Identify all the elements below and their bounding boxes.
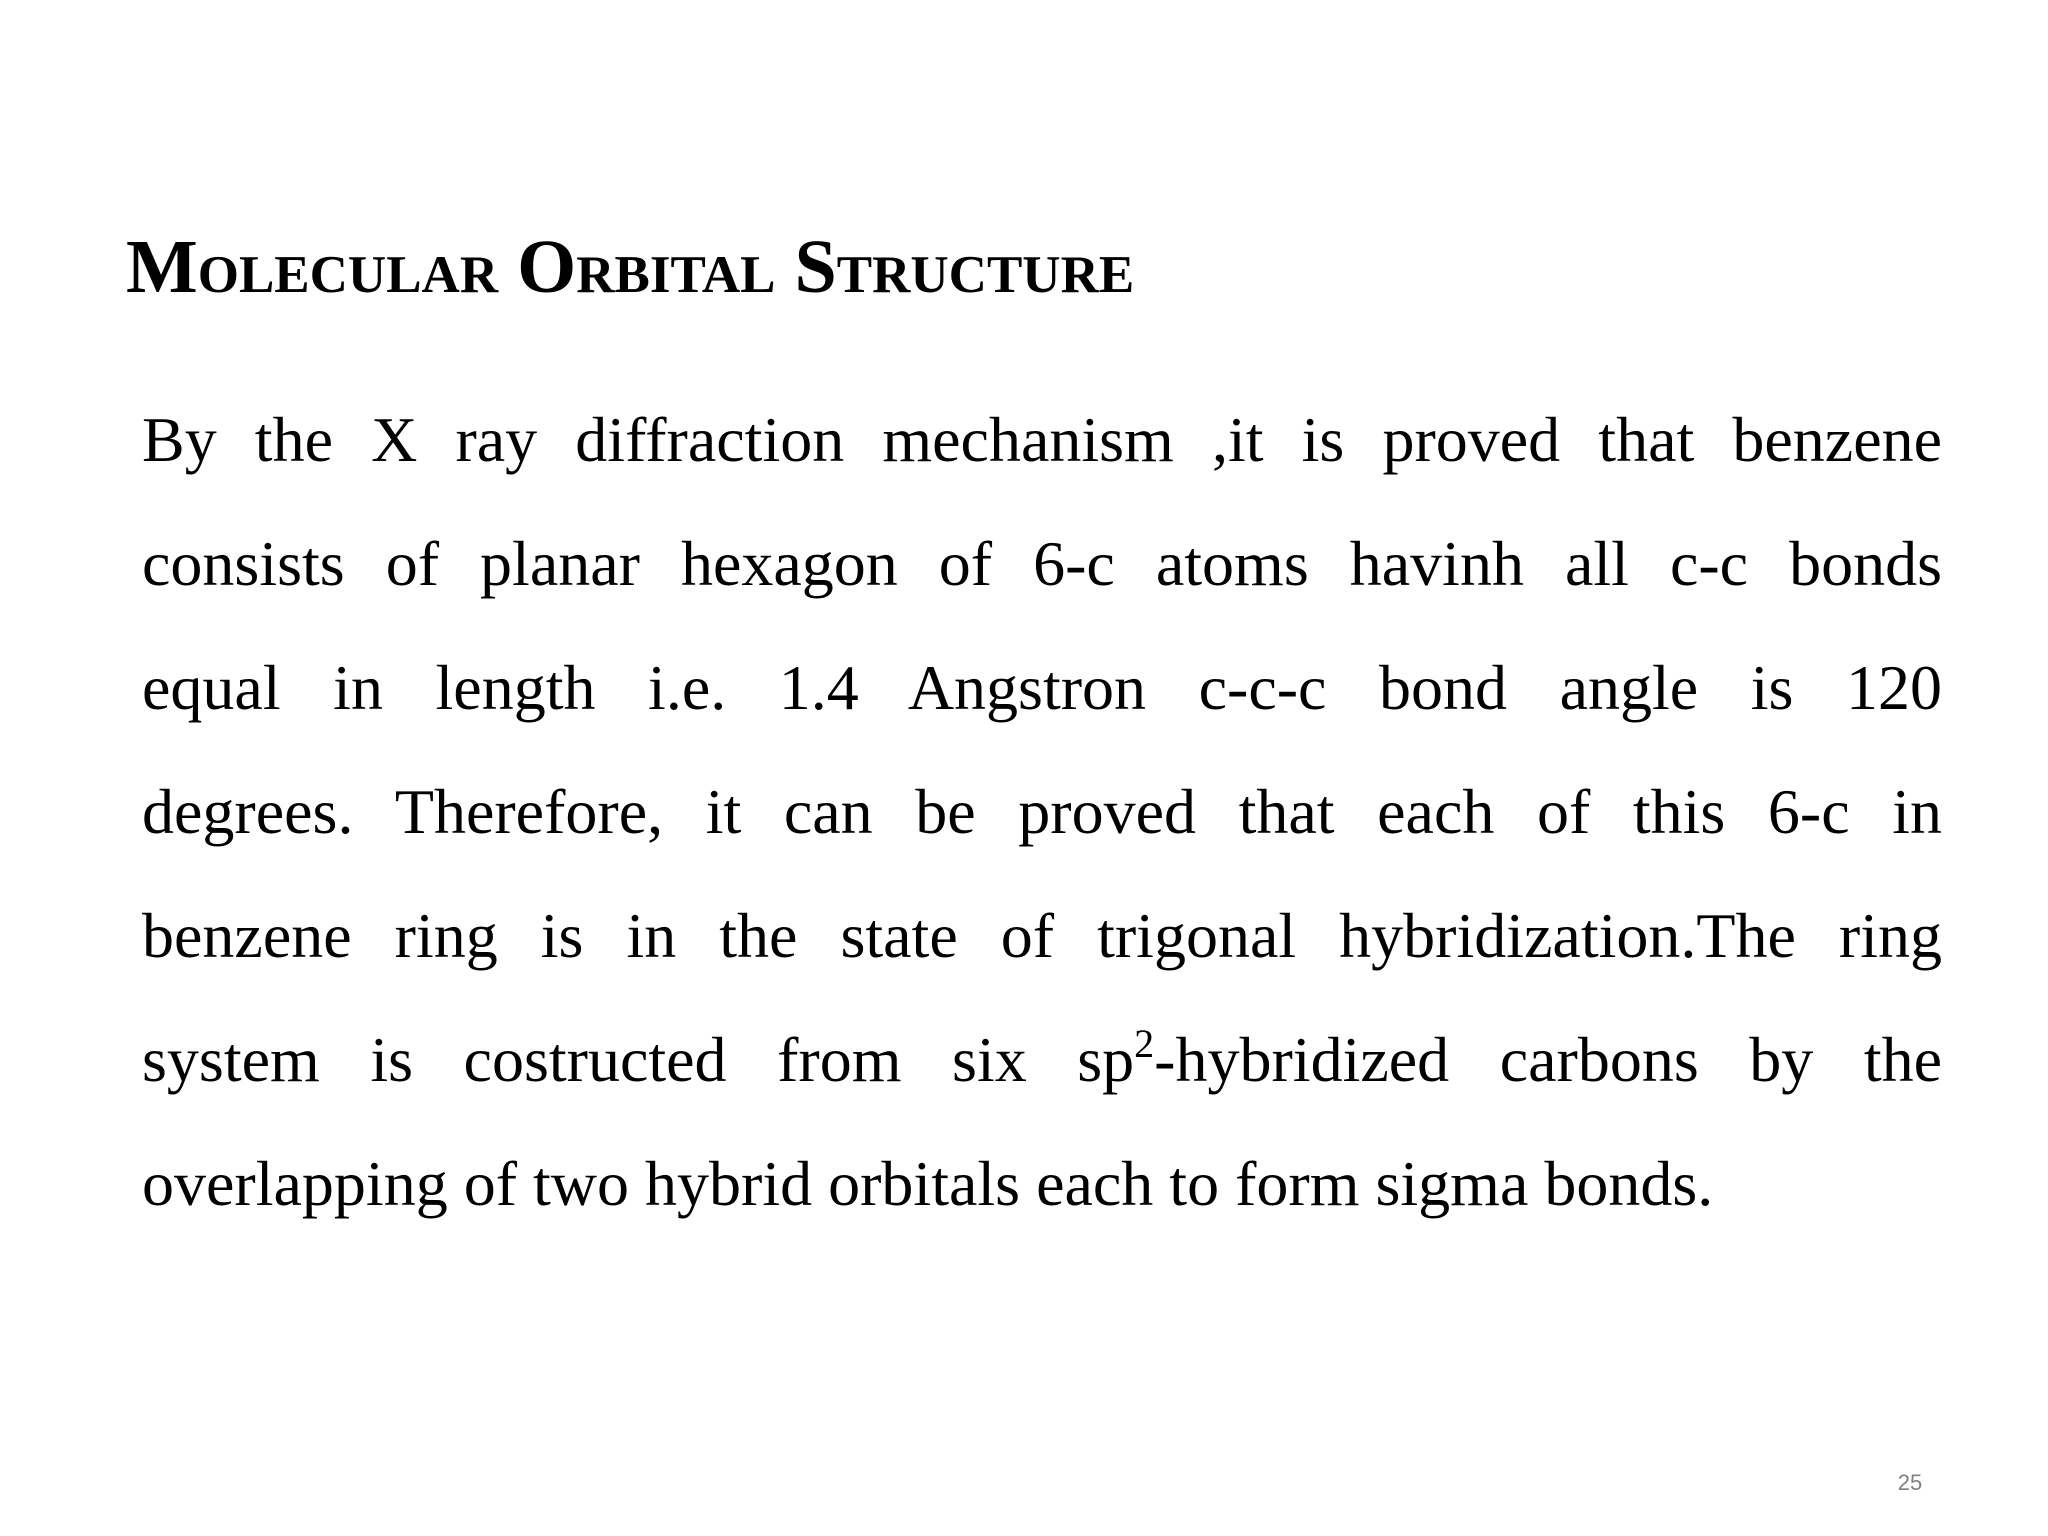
body-line-1: By the X ray diffraction mechanism ,it is proved that benzene — [142, 404, 1942, 475]
body-paragraph — [142, 378, 1942, 1246]
body-line-2: consists of planar hexagon of 6-c atoms havinh all c-c bonds — [142, 528, 1942, 599]
body-line-6-start: system is costructed from six sp — [142, 1024, 1135, 1095]
page-number: 25 — [1897, 1470, 1923, 1495]
body-line-6 — [142, 998, 1942, 1122]
superscript-two: 2 — [1134, 1021, 1155, 1066]
slide-title: Molecular Orbital Structure — [126, 225, 1135, 309]
body-line-3: equal in length i.e. 1.4 Angstron c-c-c bond angle is 120 — [142, 652, 1942, 723]
body-line-7: overlapping of two hybrid orbitals each to form sigma bonds. — [142, 1148, 1714, 1219]
body-line-5: benzene ring is in the state of trigonal hybridization.The ring — [142, 900, 1942, 971]
body-line-6-end: -hybridized carbons by the — [1154, 1024, 1943, 1095]
body-line-4: degrees. Therefore, it can be proved that each of this 6-c in — [142, 776, 1942, 847]
